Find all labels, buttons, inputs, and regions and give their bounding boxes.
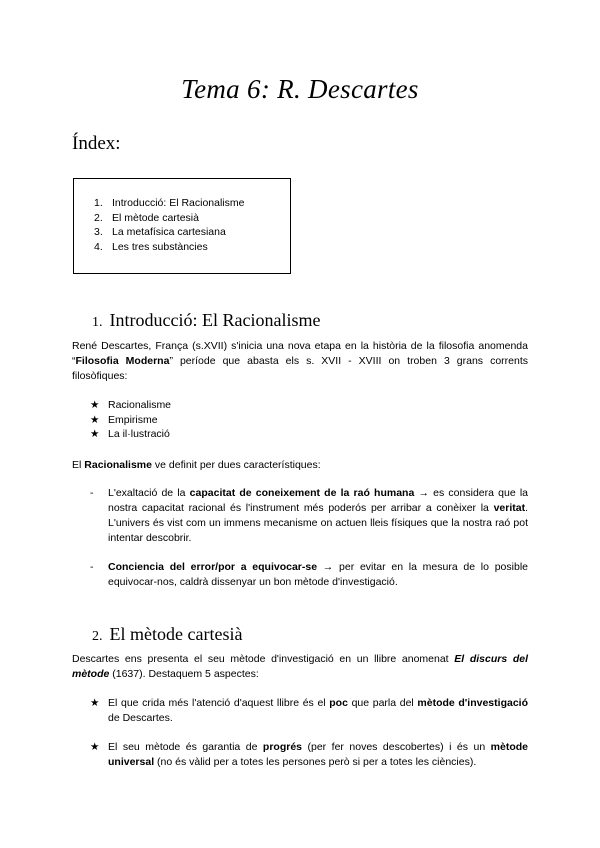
index-item-label: Les tres substàncies <box>112 240 208 253</box>
text-run: que parla del <box>347 697 418 709</box>
index-item-number: 2. <box>94 211 103 224</box>
section-1-title: Introducció: El Racionalisme <box>109 310 321 330</box>
index-box <box>73 178 291 274</box>
text-run: ve definit per dues característiques: <box>151 459 321 471</box>
section-2-title: El mètode cartesià <box>109 624 243 644</box>
section-1-number: 1. <box>92 315 103 330</box>
text-run: El que crida més l'atenció d'aquest llibre és el <box>108 697 330 709</box>
aspect-2 <box>90 740 528 770</box>
bold-term: veritat <box>493 502 526 514</box>
section-2-intro <box>72 652 528 682</box>
index-item-label: La metafísica cartesiana <box>112 226 226 239</box>
bold-term: Filosofia Moderna <box>75 355 170 367</box>
index-item <box>94 196 244 211</box>
star-icon: ★ <box>90 399 100 411</box>
star-icon: ★ <box>90 413 100 426</box>
text-run: René Descartes, França (s.XVII) s'inicia una nova etapa en la història de la filosofia anomenda “ <box>72 340 528 367</box>
index-item <box>94 211 244 226</box>
list-item <box>90 398 171 413</box>
star-icon: ★ <box>90 741 100 753</box>
list-item-label: Empirisme <box>108 413 158 426</box>
dash-icon: - <box>90 561 94 573</box>
text-run: . L'univers és vist com un immens mecanisme on actuen lleis físiques que la nostra raó pot intentar descobrir. <box>108 502 528 544</box>
index-list <box>94 196 244 254</box>
text-run: El seu mètode és garantia de <box>108 741 263 753</box>
section-1-heading <box>92 310 320 331</box>
list-item <box>90 413 171 428</box>
list-item-label: La il·lustració <box>108 428 170 441</box>
index-item-number: 3. <box>94 226 103 239</box>
rationalism-definition <box>72 458 528 473</box>
index-item-label: Introducció: El Racionalisme <box>112 197 245 209</box>
section-2-heading <box>92 624 242 645</box>
text-run: Descartes ens presenta el seu mètode d'investigació en un llibre anomenat <box>72 653 455 665</box>
index-item-number: 4. <box>94 240 103 253</box>
text-run: (per fer noves descobertes) i és un <box>302 741 491 753</box>
text-run: (no és vàlid per a totes les persones però si per a totes les ciències). <box>154 756 477 768</box>
text-run: ” període que abasta els s. XVII - XVIII on troben 3 grans corrents filosòfiques: <box>72 355 529 382</box>
text-run: L'exaltació de la <box>108 487 190 499</box>
index-item-label: El mètode cartesià <box>112 211 199 224</box>
characteristic-1 <box>90 486 528 546</box>
star-icon: ★ <box>90 428 100 441</box>
index-heading: Índex: <box>72 133 121 154</box>
text-run: (1637). Destaquem 5 aspectes: <box>109 668 259 680</box>
bold-term: Conciencia del error/por a equivocar-se <box>108 561 318 573</box>
section-1-intro <box>72 339 528 384</box>
aspect-1 <box>90 696 528 726</box>
page-title: Tema 6: R. Descartes <box>181 74 419 104</box>
index-item-number: 1. <box>94 197 103 209</box>
book-title: El discurs del mètode <box>72 653 528 680</box>
bold-term: progrés <box>262 741 303 753</box>
bold-term: poc <box>329 697 348 709</box>
currents-list <box>90 398 171 442</box>
bold-term: capacitat de coneixement de la raó humana <box>189 487 415 499</box>
bold-term: mètode d'investigació <box>417 697 528 709</box>
index-item <box>94 240 244 255</box>
text-run: de Descartes. <box>108 712 173 724</box>
bold-term: Racionalisme <box>84 459 152 471</box>
list-item <box>90 427 171 442</box>
text-run: → es considera que la nostra capacitat racional és l'instrument més poderós per arribar a conèixer la <box>108 487 529 514</box>
text-run: → per evitar en la mesura de lo posible equivocar-nos, caldrà dissenyar un bon mètode d'investigació. <box>108 561 528 588</box>
bold-term: mètode universal <box>108 741 528 768</box>
text-run: El <box>72 459 85 471</box>
characteristic-2 <box>90 560 528 590</box>
section-2-number: 2. <box>92 629 103 644</box>
star-icon: ★ <box>90 697 100 709</box>
index-item <box>94 225 244 240</box>
dash-icon: - <box>90 487 94 499</box>
list-item-label: Racionalisme <box>108 399 172 411</box>
